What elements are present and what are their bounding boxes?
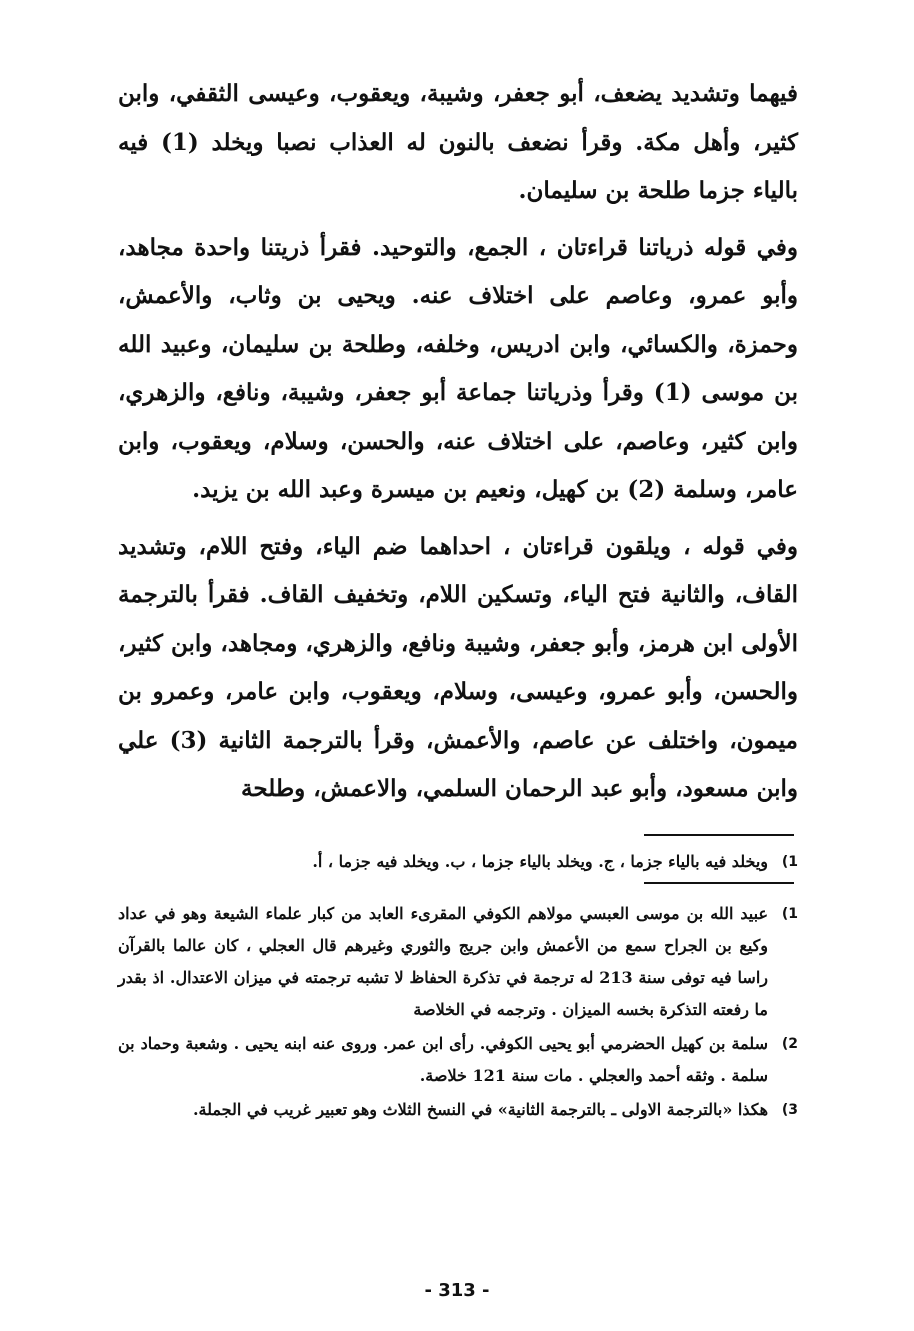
- footnote-number: 1): [781, 853, 798, 870]
- footnote-divider-2: [644, 882, 794, 884]
- footnote-text: هكذا «بالترجمة الاولى ـ بالترجمة الثانية» في النسخ الثلاث وهو تعبير غريب في الجملة.: [192, 1099, 768, 1119]
- footnote-number: 2): [781, 1035, 798, 1052]
- paragraph-2: وفي قوله ذرياتنا قراءتان ، الجمع، والتوحيد. فقرأ ذريتنا واحدة مجاهد، وأبو عمرو، وعاصم على اختلاف عنه. ويحيى بن وثاب، والأعمش، وحمزة، والكسائي، وابن ادريس، وخلفه، وطلحة بن سليمان، وعبيد الله بن موسى (1) وقرأ وذرياتنا جماعة أبو جعفر، وشيبة، ونافع، والزهري، وابن كثير، وعاصم، على اختلاف عنه، والحسن، وسلام، ويعقوب، وابن عامر، وسلمة (2) بن كهيل، ونعيم بن ميسرة وعبد الله بن يزيد.: [118, 233, 799, 503]
- footnote-item: [118, 1028, 798, 1092]
- paragraph-1: فيهما وتشديد يضعف، أبو جعفر، وشيبة، ويعقوب، وعيسى الثقفي، وابن كثير، وأهل مكة. وقرأ نضعف بالنون له العذاب نصبا ويخلد (1) فيه بالياء جزما طلحة بن سليمان.: [118, 80, 799, 204]
- footnotes-variant-readings: [118, 846, 798, 878]
- footnote-divider-1: [644, 834, 794, 836]
- page-number: - 313 -: [424, 1280, 490, 1301]
- footnotes-biographies: [118, 898, 798, 1126]
- paragraph-3: وفي قوله ، ويلقون قراءتان ، احداهما ضم الياء، وفتح اللام، وتشديد القاف، والثانية فتح الياء، وتسكين اللام، وتخفيف القاف. فقرأ بالترجمة الأولى ابن هرمز، وأبو جعفر، وشيبة ونافع، والزهري، ومجاهد، وابن كثير، والحسن، وأبو عمرو، وعيسى، وسلام، ويعقوب، وابن عامر، وعمرو بن ميمون، واختلف عن عاصم، والأعمش، وقرأ بالترجمة الثانية (3) علي وابن مسعود، وأبو عبد الرحمان السلمي، والاعمش، وطلحة: [118, 532, 798, 802]
- footnote-item: [118, 898, 798, 1026]
- footnote-text: ويخلد فيه بالياء جزما ، ج. ويخلد بالياء جزما ، ب. ويخلد فيه جزما ، أ.: [312, 851, 768, 871]
- footnote-number: 1): [781, 905, 798, 922]
- footnote-text: عبيد الله بن موسى العبسي مولاهم الكوفي المقرىء العابد من كبار علماء الشيعة وهو في عداد وكيع بن الجراح سمع من الأعمش وابن جريج والثوري وغيرهم قال العجلي ، كان عالما بالقرآن راسا فيه توفى سنة 213 له ترجمة في تذكرة الحفاظ لا تشبه ترجمته في ميزان الاعتدال. اذ بقدر ما رفعته التذكرة بخسه الميزان . وترجمه في الخلاصة: [118, 903, 769, 1019]
- footnote-item: [118, 1094, 798, 1126]
- footnote-number: 3): [781, 1101, 798, 1118]
- page-body: [118, 70, 798, 1126]
- footnote-text: سلمة بن كهيل الحضرمي أبو يحيى الكوفي. رأى ابن عمر. وروى عنه ابنه يحيى . وشعبة وحماد بن سلمة . وثقه أحمد والعجلي . مات سنة 121 خلاصة.: [118, 1033, 768, 1085]
- footnote-item: [118, 846, 798, 878]
- main-text: [118, 70, 798, 814]
